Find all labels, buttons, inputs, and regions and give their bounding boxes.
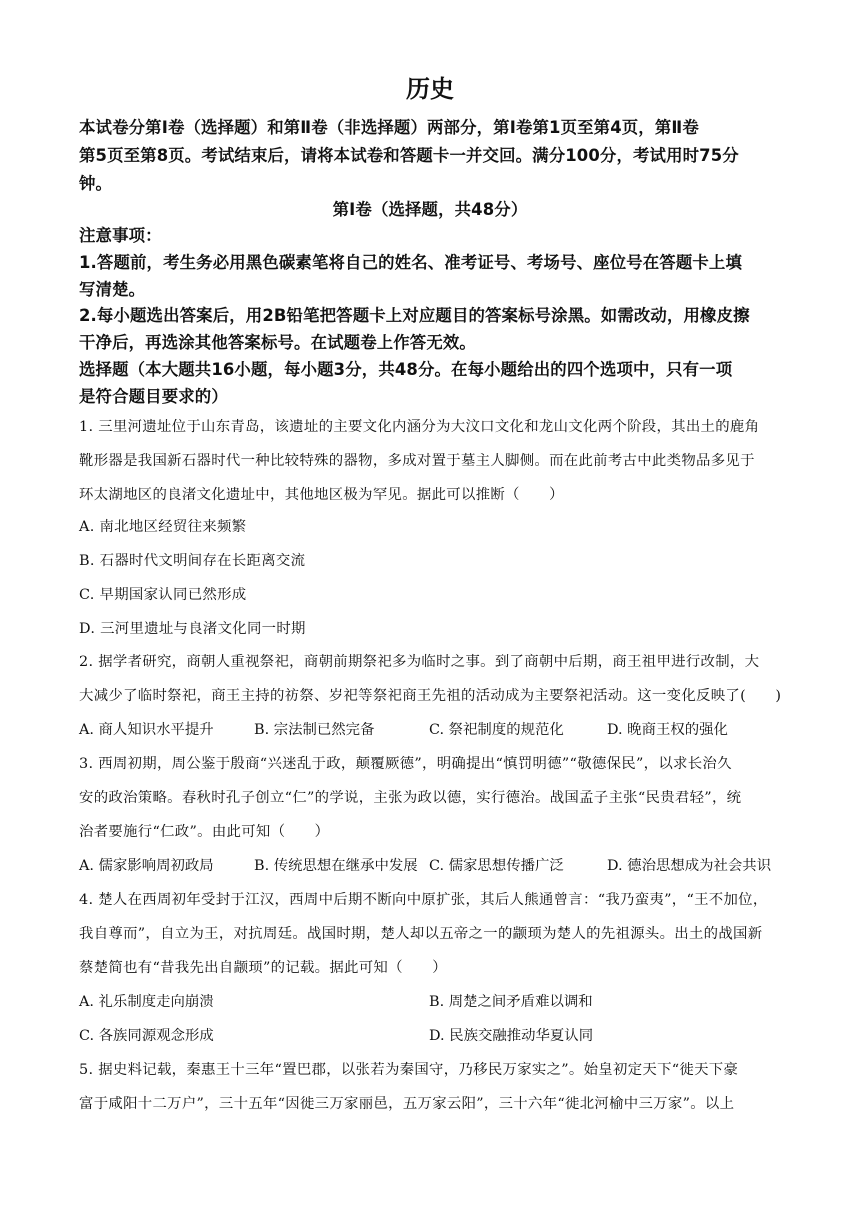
question-1-stem-line-3: 环太湖地区的良渚文化遗址中，其他地区极为罕见。据此可以推断（ ） [79,487,564,503]
question-3-option-b: B. 传统思想在继承中发展 [254,858,418,874]
section-heading: 第Ⅰ卷（选择题，共48分） [332,200,528,219]
notice-item-1-line-2: 写清楚。 [79,280,146,299]
question-3-option-a: A. 儒家影响周初政局 [79,858,214,874]
question-4-stem-line-1: 4. 楚人在西周初年受封于江汉，西周中后期不断向中原扩张，其后人熊通曾言：“我乃蛮夷”，“王不加位， [79,892,768,908]
question-4-option-c: C. 各族同源观念形成 [79,1028,214,1044]
question-1-option-b: B. 石器时代文明间存在长距离交流 [79,553,306,569]
notice-item-1-line-1: 1.答题前，考生务必用黑色碳素笔将自己的姓名、准考证号、考场号、座位号在答题卡上填 [79,253,743,272]
question-5-stem-line-2: 富于咸阳十二万户”，三十五年“因徙三万家丽邑，五万家云阳”，三十六年“徙北河榆中三万家”。以上 [79,1096,735,1112]
question-3-stem-line-2: 安的政治策略。春秋时孔子创立“仁”的学说，主张为政以德，实行德治。战国孟子主张“民贵君轻”，统 [79,790,742,806]
question-4-option-b: B. 周楚之间矛盾难以调和 [429,994,593,1010]
page-title: 历史 [406,74,454,103]
question-2-stem-line-2: 大减少了临时祭祀，商王主持的祊祭、岁祀等祭祀商王先祖的活动成为主要祭祀活动。这一变化反映了( ) [79,688,782,704]
intro-line-3: 钟。 [79,174,113,193]
question-3-option-d: D. 德治思想成为社会共识 [607,858,772,874]
question-3-option-c: C. 儒家思想传播广泛 [429,858,564,874]
question-3-stem-line-3: 治者要施行“仁政”。由此可知（ ） [79,824,330,840]
question-4-stem-line-2: 我自尊而”，自立为王，对抗周廷。战国时期，楚人却以五帝之一的颛顼为楚人的先祖源头。出土的战国新 [79,926,763,942]
choice-instructions-line-2: 是符合题目要求的） [79,387,228,406]
question-1-stem-line-1: 1. 三里河遗址位于山东青岛，该遗址的主要文化内涵分为大汶口文化和龙山文化两个阶段，其出土的鹿角 [79,419,760,435]
intro-line-1: 本试卷分第Ⅰ卷（选择题）和第Ⅱ卷（非选择题）两部分，第Ⅰ卷第1页至第4页，第Ⅱ卷 [79,118,699,137]
question-4-option-a: A. 礼乐制度走向崩溃 [79,994,214,1010]
question-2-option-d: D. 晚商王权的强化 [607,722,728,738]
question-2-option-b: B. 宗法制已然完备 [254,722,375,738]
question-1-option-a: A. 南北地区经贸往来频繁 [79,519,247,535]
notice-title: 注意事项： [79,226,162,245]
question-1-option-d: D. 三河里遗址与良渚文化同一时期 [79,621,306,637]
notice-item-2-line-1: 2.每小题选出答案后，用2B铅笔把答题卡上对应题目的答案标号涂黑。如需改动，用橡皮擦 [79,306,750,325]
question-3-stem-line-1: 3. 西周初期，周公鉴于殷商“兴迷乱于政，颠覆厥德”，明确提出“慎罚明德”“敬德保民”，以求长治久 [79,756,732,772]
notice-item-2-line-2: 干净后，再选涂其他答案标号。在试题卷上作答无效。 [79,333,476,352]
question-4-option-d: D. 民族交融推动华夏认同 [429,1028,594,1044]
question-1-option-c: C. 早期国家认同已然形成 [79,587,247,603]
question-2-stem-line-1: 2. 据学者研究，商朝人重视祭祀，商朝前期祭祀多为临时之事。到了商朝中后期，商王祖甲进行改制，大 [79,654,760,670]
question-2-option-c: C. 祭祀制度的规范化 [429,722,564,738]
question-1-stem-line-2: 靴形器是我国新石器时代一种比较特殊的器物，多成对置于墓主人脚侧。而在此前考古中此类物品多见于 [79,453,755,469]
question-5-stem-line-1: 5. 据史料记载，秦惠王十三年“置巴郡，以张若为秦国守，乃移民万家实之”。始皇初定天下“徙天下豪 [79,1062,739,1078]
question-2-option-a: A. 商人知识水平提升 [79,722,214,738]
intro-line-2: 第5页至第8页。考试结束后，请将本试卷和答题卡一并交回。满分100分，考试用时75分 [79,146,739,165]
question-4-stem-line-3: 蔡楚简也有“昔我先出自颛顼”的记载。据此可知（ ） [79,960,447,976]
choice-instructions-line-1: 选择题（本大题共16小题，每小题3分，共48分。在每小题给出的四个选项中，只有一项 [79,360,733,379]
